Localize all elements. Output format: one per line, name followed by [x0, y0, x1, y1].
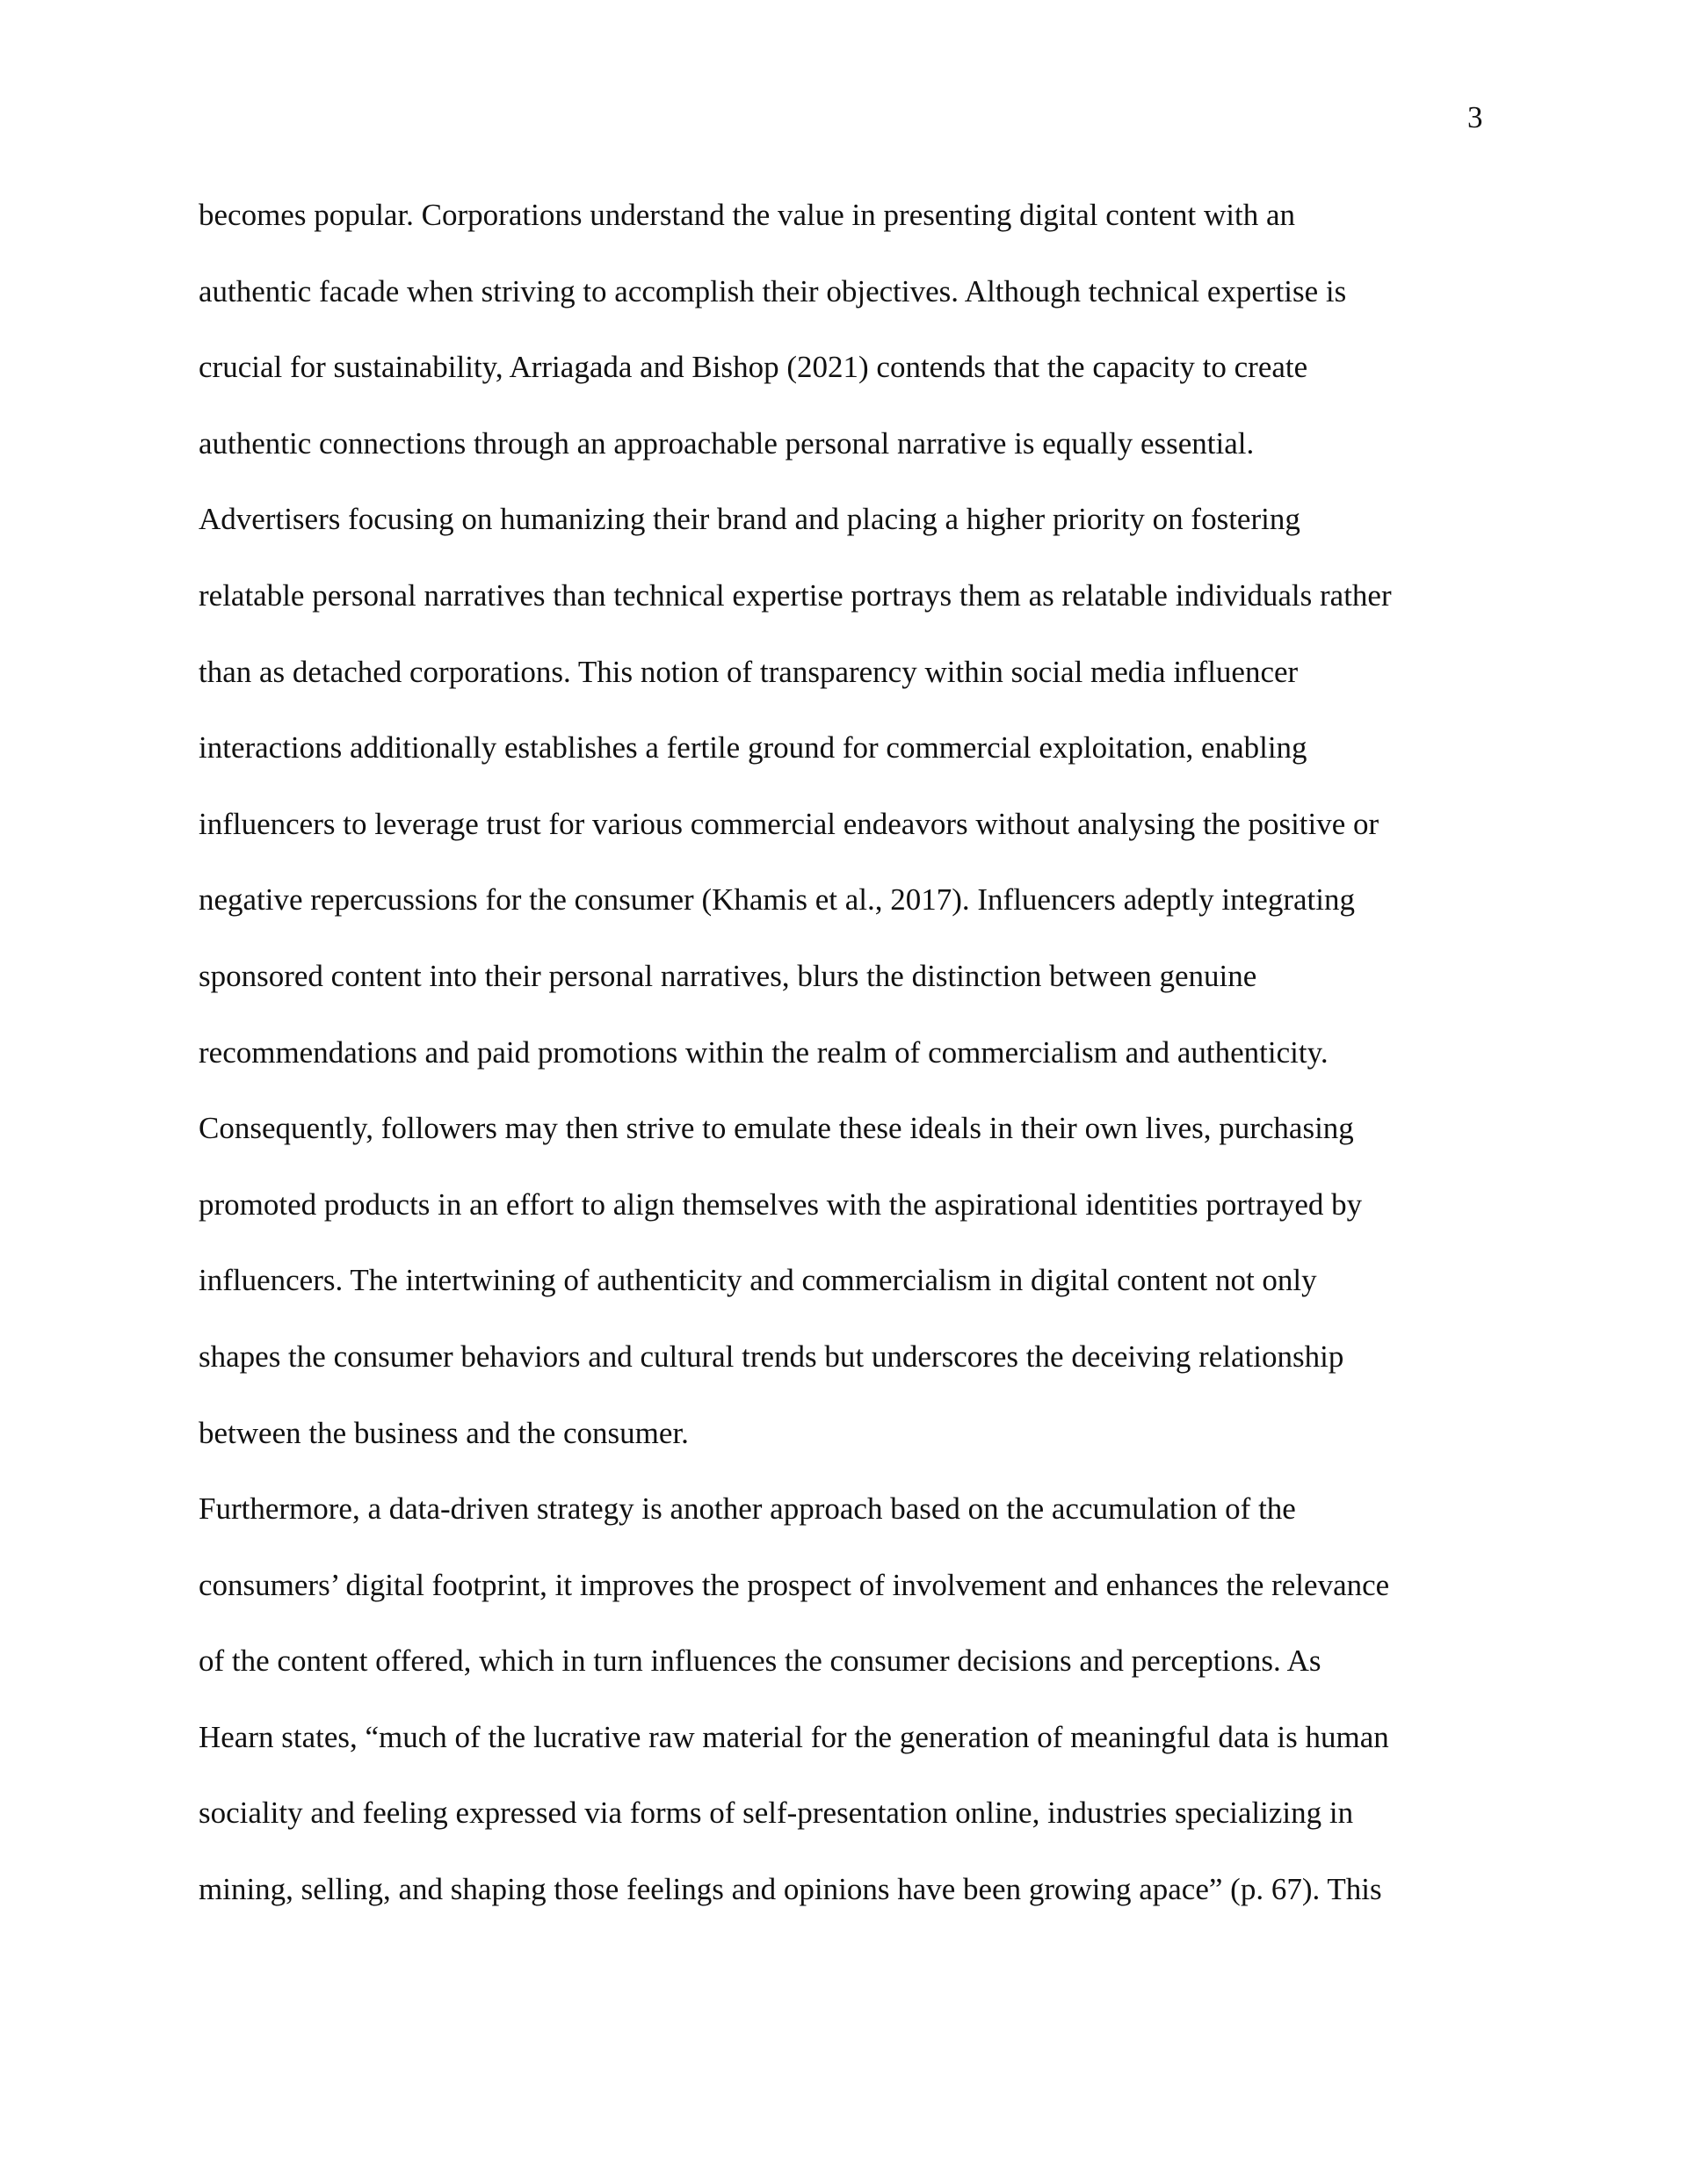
- text-line: promoted products in an effort to align themselves with the aspirational identities portrayed by: [199, 1186, 1363, 1222]
- text-line: negative repercussions for the consumer (Khamis et al., 2017). Influencers adeptly integrating: [199, 882, 1355, 918]
- text-line: Consequently, followers may then strive to emulate these ideals in their own lives, purchasing: [199, 1111, 1354, 1146]
- text-line: sociality and feeling expressed via forms of self-presentation online, industries specializing in: [199, 1796, 1354, 1831]
- text-line: relatable personal narratives than technical expertise portrays them as relatable individuals rather: [199, 577, 1392, 613]
- text-line: becomes popular. Corporations understand the value in presenting digital content with an: [199, 198, 1296, 232]
- text-line: Furthermore, a data-driven strategy is another approach based on the accumulation of the: [199, 1491, 1296, 1527]
- text-line: Advertisers focusing on humanizing their brand and placing a higher priority on fostering: [199, 502, 1300, 537]
- text-line: between the business and the consumer.: [199, 1415, 689, 1450]
- text-line: recommendations and paid promotions within the realm of commercialism and authenticity.: [199, 1034, 1329, 1070]
- text-line: than as detached corporations. This notion of transparency within social media influencer: [199, 654, 1299, 689]
- text-line: authentic facade when striving to accomplish their objectives. Although technical expertise is: [199, 273, 1347, 308]
- text-line: shapes the consumer behaviors and cultural trends but underscores the deceiving relationship: [199, 1339, 1344, 1374]
- text-line: sponsored content into their personal narratives, blurs the distinction between genuine: [199, 958, 1257, 993]
- text-line: authentic connections through an approachable personal narrative is equally essential.: [199, 425, 1255, 461]
- text-line: mining, selling, and shaping those feelings and opinions have been growing apace” (p. 67). This: [199, 1872, 1382, 1907]
- text-line: interactions additionally establishes a fertile ground for commercial exploitation, enabling: [199, 730, 1307, 765]
- text-line: Hearn states, “much of the lucrative raw material for the generation of meaningful data is human: [199, 1719, 1389, 1754]
- text-line: of the content offered, which in turn influences the consumer decisions and perceptions. As: [199, 1643, 1321, 1679]
- text-line: influencers. The intertwining of authenticity and commercialism in digital content not only: [199, 1263, 1317, 1298]
- body-text: [199, 196, 1517, 1947]
- page-number: 3: [1467, 100, 1483, 134]
- text-line: consumers’ digital footprint, it improves the prospect of involvement and enhances the relevance: [199, 1567, 1390, 1602]
- text-line: influencers to leverage trust for various commercial endeavors without analysing the positive or: [199, 806, 1379, 841]
- text-line: crucial for sustainability, Arriagada and Bishop (2021) contends that the capacity to create: [199, 350, 1308, 385]
